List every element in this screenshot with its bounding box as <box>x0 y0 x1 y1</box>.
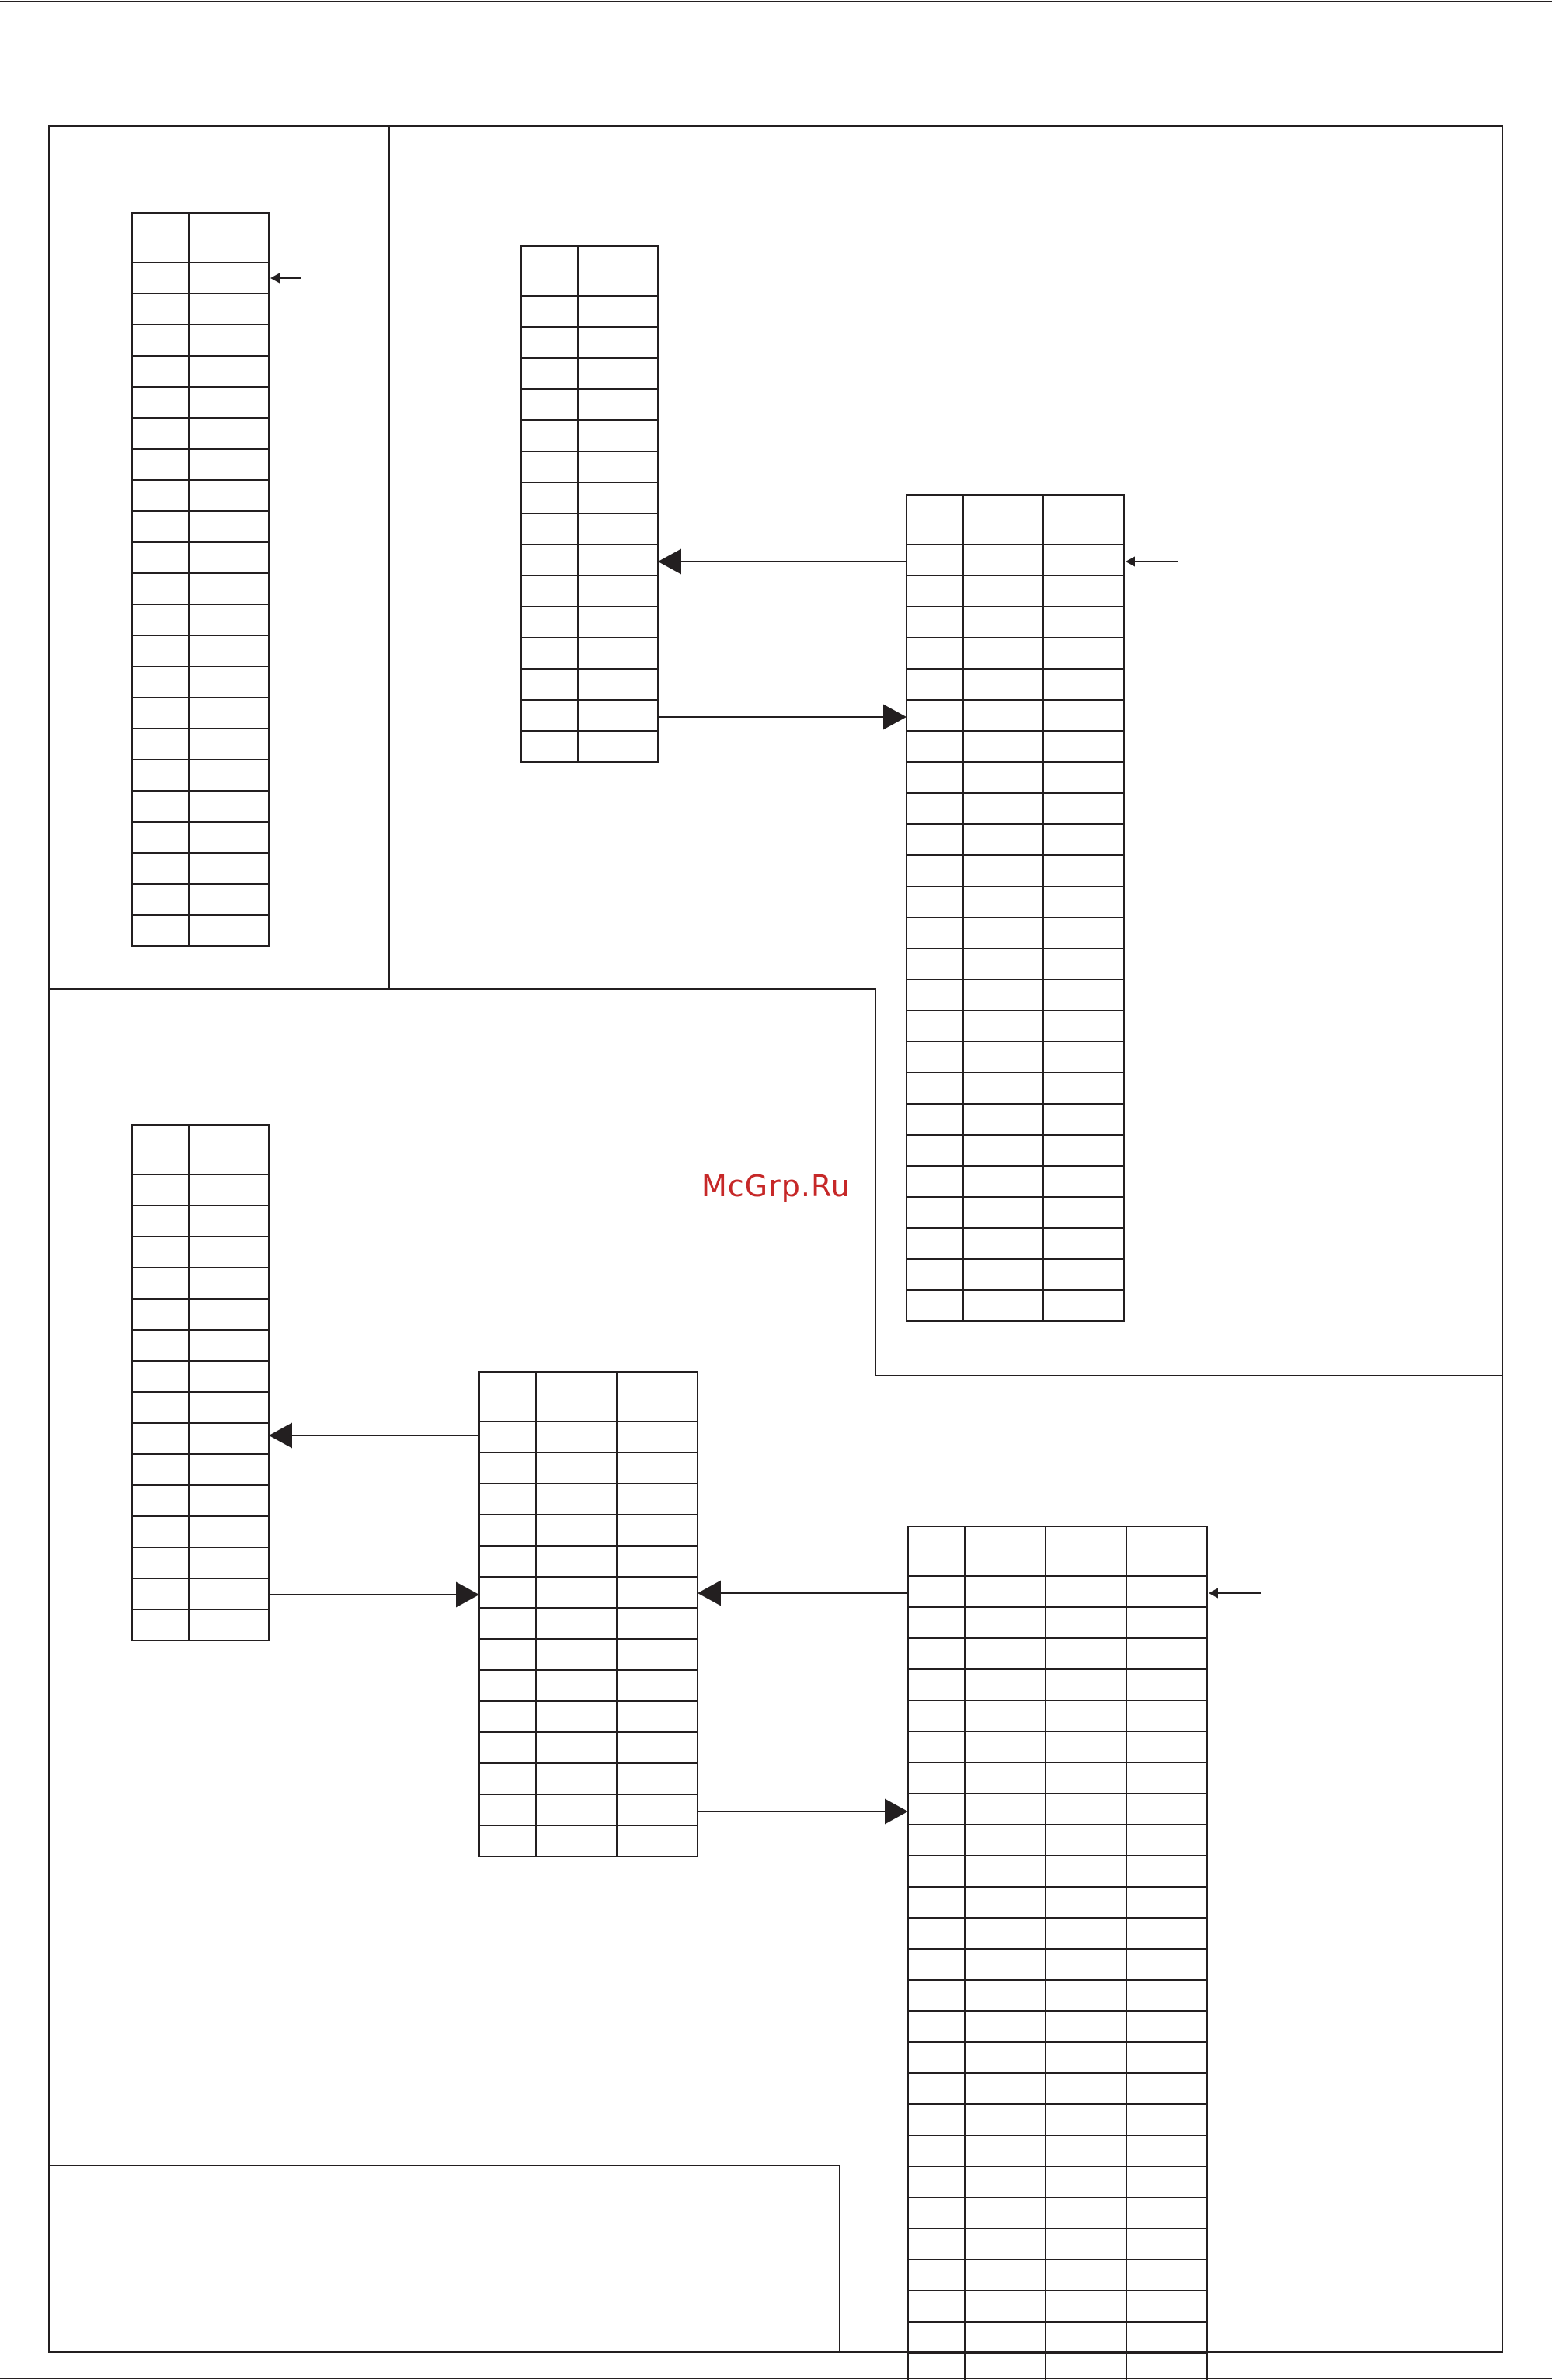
outer-frame <box>49 126 1502 2352</box>
table-outline <box>132 213 269 946</box>
upper-right-pointer-arrow <box>1126 556 1178 566</box>
upper-right-to-upper-middle-arrow <box>658 549 906 575</box>
lower-left-table <box>132 1125 269 1641</box>
table-outline <box>521 246 658 762</box>
lower-middle-to-lower-left-arrow <box>269 1423 479 1449</box>
lower-middle-to-lower-right-arrow <box>698 1799 908 1825</box>
arrowhead-icon <box>883 705 906 730</box>
upper-right-table <box>906 495 1124 1321</box>
arrowhead-icon <box>658 549 681 575</box>
lower-right-table <box>908 1526 1207 2380</box>
upper-middle-to-upper-right-arrow <box>658 705 906 730</box>
lower-right-to-lower-middle-arrow <box>698 1581 908 1606</box>
arrowhead-icon <box>269 1423 292 1449</box>
table-outline <box>132 1125 269 1641</box>
watermark: McGrp.Ru <box>701 1169 851 1203</box>
arrowhead-icon <box>1126 556 1135 566</box>
lower-right-pointer-arrow <box>1209 1588 1261 1598</box>
upper-left-pointer-arrow <box>270 273 301 283</box>
table-outline <box>479 1372 698 1856</box>
lower-middle-table <box>479 1372 698 1856</box>
arrowhead-icon <box>1209 1588 1218 1598</box>
lower-region-boundary <box>49 2166 840 2352</box>
arrowhead-icon <box>698 1581 721 1606</box>
upper-left-table <box>132 213 269 946</box>
arrowhead-icon <box>456 1582 479 1608</box>
table-outline <box>908 1526 1207 2380</box>
upper-middle-table <box>521 246 658 762</box>
lower-left-to-lower-middle-arrow <box>269 1582 479 1608</box>
arrowhead-icon <box>270 273 280 283</box>
arrowhead-icon <box>885 1799 908 1825</box>
